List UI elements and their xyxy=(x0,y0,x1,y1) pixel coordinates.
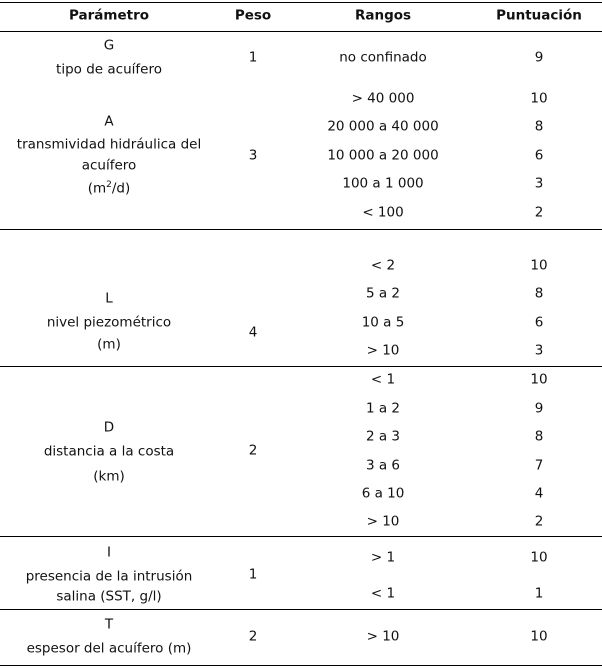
puntuacion-d-6: 2 xyxy=(534,513,544,530)
param-a-name-line2: acuífero xyxy=(81,157,137,174)
rango-d-6: > 10 xyxy=(366,513,400,530)
puntuacion-a-5: 2 xyxy=(534,204,544,221)
puntuacion-d-2: 9 xyxy=(534,400,544,417)
param-a-letter: A xyxy=(104,113,114,130)
param-a-unit-suffix: /d) xyxy=(111,180,131,197)
peso-d: 2 xyxy=(248,442,258,459)
rango-a-2: 20 000 a 40 000 xyxy=(327,118,439,135)
param-t-letter: T xyxy=(104,616,114,633)
puntuacion-d-5: 4 xyxy=(534,485,544,502)
rango-i-1: > 1 xyxy=(370,549,396,566)
puntuacion-d-3: 8 xyxy=(534,428,544,445)
row-divider-i-t xyxy=(0,609,602,610)
rango-i-2: < 1 xyxy=(370,585,396,602)
rango-a-3: 10 000 a 20 000 xyxy=(327,147,439,164)
row-divider-a-l xyxy=(0,229,602,230)
rango-l-2: 5 a 2 xyxy=(365,285,401,302)
puntuacion-l-3: 6 xyxy=(534,314,544,331)
puntuacion-d-4: 7 xyxy=(534,457,544,474)
param-l-name: nivel piezométrico xyxy=(46,314,172,331)
param-d-letter: D xyxy=(103,419,115,436)
param-g-name: tipo de acuífero xyxy=(56,61,162,78)
header-puntuacion: Puntuación xyxy=(496,7,582,24)
row-divider-d-i xyxy=(0,536,602,537)
rango-t-1: > 10 xyxy=(366,628,400,645)
table-top-rule xyxy=(0,2,602,3)
param-g-letter: G xyxy=(103,37,115,54)
rango-d-2: 1 a 2 xyxy=(365,400,401,417)
param-a-name-line1: transmividad hidráulica del xyxy=(16,136,202,153)
puntuacion-l-4: 3 xyxy=(534,342,544,359)
param-i-name-line2: salina (SST, g/l) xyxy=(56,588,162,605)
rango-l-4: > 10 xyxy=(366,342,400,359)
table-bottom-rule xyxy=(0,665,602,666)
rango-a-5: < 100 xyxy=(362,204,404,221)
puntuacion-g-1: 9 xyxy=(534,49,544,66)
param-l-unit: (m) xyxy=(97,336,121,353)
rango-l-1: < 2 xyxy=(370,257,396,274)
param-d-unit: (km) xyxy=(93,468,125,485)
puntuacion-d-1: 10 xyxy=(530,371,548,388)
puntuacion-t-1: 10 xyxy=(530,628,548,645)
header-bottom-rule xyxy=(0,31,602,32)
rango-g-1: no confinado xyxy=(339,49,427,66)
puntuacion-a-3: 6 xyxy=(534,147,544,164)
param-i-name-line1: presencia de la intrusión xyxy=(25,568,193,585)
row-divider-l-d xyxy=(0,366,602,367)
rango-d-4: 3 a 6 xyxy=(365,457,401,474)
rango-d-1: < 1 xyxy=(370,371,396,388)
puntuacion-a-1: 10 xyxy=(530,90,548,107)
param-a-unit xyxy=(87,179,131,197)
peso-g: 1 xyxy=(248,49,258,66)
peso-l: 4 xyxy=(248,324,258,341)
rango-d-5: 6 a 10 xyxy=(361,485,405,502)
peso-t: 2 xyxy=(248,628,258,645)
header-parametro: Parámetro xyxy=(68,7,150,24)
rango-l-3: 10 a 5 xyxy=(361,314,405,331)
puntuacion-i-1: 10 xyxy=(530,549,548,566)
param-a-unit-exponent: 2 xyxy=(106,179,112,190)
puntuacion-l-1: 10 xyxy=(530,257,548,274)
peso-i: 1 xyxy=(248,566,258,583)
puntuacion-l-2: 8 xyxy=(534,285,544,302)
rango-d-3: 2 a 3 xyxy=(365,428,401,445)
header-peso: Peso xyxy=(234,7,272,24)
param-i-letter: I xyxy=(107,544,111,561)
param-a-unit-prefix: (m xyxy=(87,180,107,197)
puntuacion-i-2: 1 xyxy=(534,585,544,602)
rango-a-1: > 40 000 xyxy=(351,90,415,107)
peso-a: 3 xyxy=(248,147,258,164)
puntuacion-a-2: 8 xyxy=(534,118,544,135)
param-d-name: distancia a la costa xyxy=(43,443,175,460)
header-rangos: Rangos xyxy=(354,7,412,24)
rango-a-4: 100 a 1 000 xyxy=(342,175,424,192)
puntuacion-a-4: 3 xyxy=(534,175,544,192)
param-l-letter: L xyxy=(105,290,113,307)
param-t-name: espesor del acuífero (m) xyxy=(26,640,192,657)
